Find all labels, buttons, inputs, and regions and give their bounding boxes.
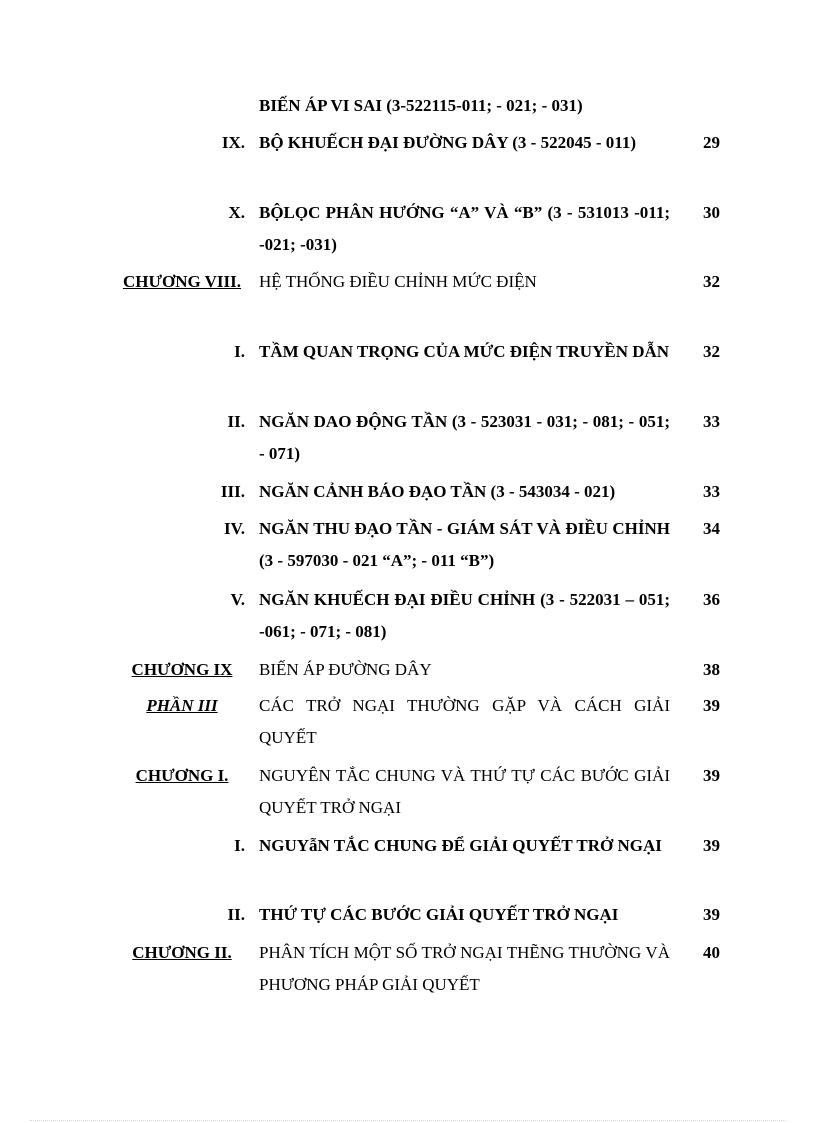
toc-entry-page: 30 (703, 203, 720, 222)
toc-entry-title: NGĂN KHUẾCH ĐẠI ĐIỀU CHỈNH (3 - 522031 – 051; -061; - 071; - 081) (259, 590, 670, 641)
toc-entry-number: II. (227, 412, 245, 431)
toc-entry-number: IX. (221, 133, 245, 152)
toc-entry-title: NGUYÊN TẮC CHUNG VÀ THỨ TỰ CÁC BƯỚC GIẢI QUYẾT TRỞ NGẠI (259, 766, 670, 817)
toc-entry-title: NGUYẫN TẮC CHUNG ĐỂ GIẢI QUYẾT TRỞ NGẠI (259, 836, 662, 855)
toc-entry-title: BIẾN ÁP VI SAI (3-522115-011; - 021; - 031) (259, 96, 583, 115)
toc-entry-number: II. (227, 905, 245, 924)
toc-entry-title: THỨ TỰ CÁC BƯỚC GIẢI QUYẾT TRỞ NGẠI (259, 905, 619, 924)
page-bottom-divider (30, 1120, 786, 1121)
toc-entry-number: V. (230, 590, 245, 609)
toc-entry-number: X. (228, 203, 245, 222)
toc-entry-title: TẦM QUAN TRỌNG CỦA MỨC ĐIỆN TRUYỀN DẪN (259, 342, 670, 361)
toc-chapter-label: CHƯƠNG VIII. (122, 272, 242, 291)
toc-entry-title: BỘ KHUẾCH ĐẠI ĐƯỜNG DÂY (3 - 522045 - 011) (259, 133, 636, 152)
toc-chapter-label: CHƯƠNG II. (132, 943, 232, 962)
toc-entry-page: 40 (703, 943, 720, 962)
toc-entry-number: I. (234, 836, 245, 855)
toc-entry-page: 33 (703, 412, 720, 431)
toc-entry-title: BỘLỌC PHÂN HƯỚNG “A” VÀ “B” (3 - 531013 -011; -021; -031) (259, 203, 670, 254)
toc-entry-title: HỆ THỐNG ĐIỀU CHỈNH MỨC ĐIỆN (259, 272, 537, 291)
toc-entry-title: NGĂN CẢNH BÁO ĐẠO TẦN (3 - 543034 - 021) (259, 482, 616, 501)
toc-entry-page: 39 (703, 766, 720, 785)
toc-entry-page: 32 (703, 342, 720, 361)
toc-entry-number: IV. (224, 519, 245, 538)
toc-entry-page: 34 (703, 519, 720, 538)
toc-entry-number: I. (234, 342, 245, 361)
toc-entry-page: 39 (703, 836, 720, 855)
toc-entry-title: CÁC TRỞ NGẠI THƯỜNG GẶP VÀ CÁCH GIẢI QUYẾT (259, 696, 670, 747)
toc-entry-page: 32 (703, 272, 720, 291)
toc-entry-title: NGĂN THU ĐẠO TẦN - GIÁM SÁT VÀ ĐIỀU CHỈNH (3 - 597030 - 021 “A”; - 011 “B”) (259, 519, 670, 570)
toc-entry-title: NGĂN DAO ĐỘNG TẦN (3 - 523031 - 031; - 081; - 051; - 071) (259, 412, 670, 463)
toc-chapter-label: CHƯƠNG I. (135, 766, 229, 785)
toc-part-label: PHẦN III (146, 696, 218, 715)
toc-chapter-label: CHƯƠNG IX (131, 660, 233, 679)
toc-entry-page: 39 (703, 696, 720, 715)
toc-entry-page: 29 (703, 133, 720, 152)
toc-entry-title: BIẾN ÁP ĐƯỜNG DÂY (259, 660, 432, 679)
toc-entry-page: 36 (703, 590, 720, 609)
toc-entry-page: 38 (703, 660, 720, 679)
toc-entry-number: III. (220, 482, 245, 501)
toc-entry-page: 33 (703, 482, 720, 501)
toc-entry-page: 39 (703, 905, 720, 924)
toc-entry-title: PHÂN TÍCH MỘT SỐ TRỞ NGẠI THẼNG THƯỜNG VÀ PHƯƠNG PHÁP GIẢI QUYẾT (259, 943, 670, 994)
